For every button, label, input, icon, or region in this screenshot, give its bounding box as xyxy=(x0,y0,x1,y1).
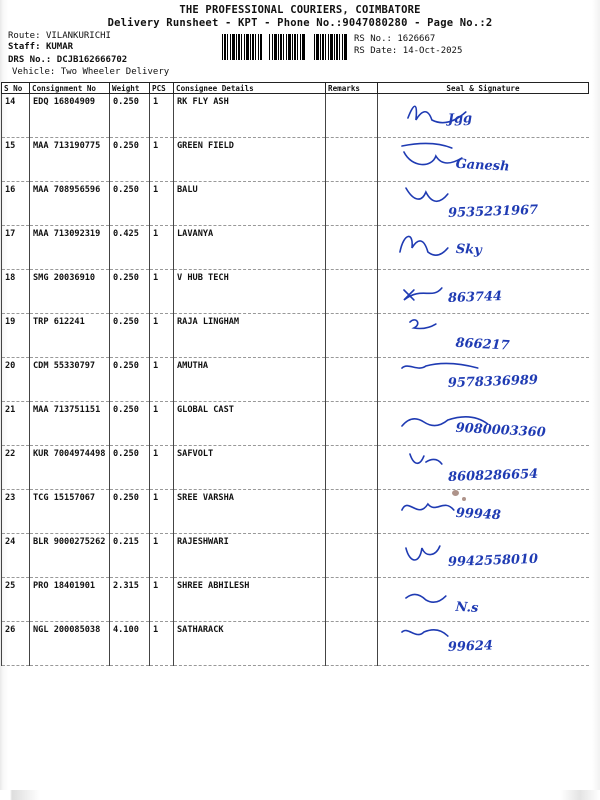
signature-text: 9942558010 xyxy=(447,551,539,571)
cell-weight: 0.250 xyxy=(110,446,150,490)
cell-weight: 4.100 xyxy=(110,622,150,666)
cell-pcs: 1 xyxy=(150,314,174,358)
cell-consignee: AMUTHA xyxy=(174,358,326,402)
ink-stain xyxy=(462,497,466,501)
cell-signature xyxy=(378,446,589,490)
col-header-weight: Weight xyxy=(110,83,150,94)
cell-remarks xyxy=(326,578,378,622)
cell-remarks xyxy=(326,138,378,182)
col-header-pcs: PCS xyxy=(150,83,174,94)
cell-weight: 2.315 xyxy=(110,578,150,622)
staff-value: KUMAR xyxy=(45,42,74,52)
cell-pcs: 1 xyxy=(150,446,174,490)
table-row xyxy=(2,270,589,314)
cell-signature xyxy=(378,622,589,666)
runsheet-subtitle: Delivery Runsheet - KPT - Phone No.:9047080280 - Page No.:2 xyxy=(107,17,493,29)
cell-consignment: NGL 200085038 xyxy=(30,622,110,666)
staff-line xyxy=(8,42,73,52)
rs-no-value: 1626667 xyxy=(397,34,436,44)
signature-stroke xyxy=(406,188,448,201)
cell-signature xyxy=(378,94,589,138)
signature-stroke xyxy=(402,504,454,510)
rs-date-value: 14-Oct-2025 xyxy=(402,46,463,56)
cell-sno: 22 xyxy=(2,446,30,490)
handwritten-signature xyxy=(378,270,589,310)
drs-line xyxy=(8,55,127,65)
route-line xyxy=(8,31,111,41)
table-body xyxy=(2,94,589,666)
cell-weight: 0.250 xyxy=(110,182,150,226)
cell-weight: 0.250 xyxy=(110,402,150,446)
signature-text: 9535231967 xyxy=(447,202,539,222)
handwritten-signature xyxy=(378,226,589,266)
signature-text: 9080003360 xyxy=(455,420,547,441)
cell-signature xyxy=(378,578,589,622)
vehicle-label: Vehicle: xyxy=(12,67,56,77)
cell-weight: 0.250 xyxy=(110,358,150,402)
cell-consignment: BLR 9000275262 xyxy=(30,534,110,578)
signature-stroke xyxy=(400,236,448,255)
cell-signature xyxy=(378,490,589,534)
cell-sno: 14 xyxy=(2,94,30,138)
signature-text: 866217 xyxy=(455,335,510,354)
cell-consignee: SHREE ABHILESH xyxy=(174,578,326,622)
col-header-signature: Seal & Signature xyxy=(378,83,589,94)
cell-weight: 0.425 xyxy=(110,226,150,270)
rs-date-line xyxy=(354,46,462,56)
signature-text: 9578336989 xyxy=(447,372,539,392)
table-header-row xyxy=(2,83,589,94)
vehicle-line xyxy=(12,67,169,77)
cell-consignment: EDQ 16804909 xyxy=(30,94,110,138)
cell-consignee: RAJESHWARI xyxy=(174,534,326,578)
cell-sno: 18 xyxy=(2,270,30,314)
cell-pcs: 1 xyxy=(150,534,174,578)
handwritten-signature xyxy=(378,182,589,222)
vehicle-value: Two Wheeler Delivery xyxy=(60,67,170,77)
cell-sno: 23 xyxy=(2,490,30,534)
cell-signature xyxy=(378,534,589,578)
cell-remarks xyxy=(326,402,378,446)
table-row xyxy=(2,138,589,182)
cell-pcs: 1 xyxy=(150,226,174,270)
company-title: THE PROFESSIONAL COURIERS, COIMBATORE xyxy=(179,4,421,16)
col-header-remarks: Remarks xyxy=(326,83,378,94)
handwritten-signature xyxy=(378,94,589,134)
cell-pcs: 1 xyxy=(150,358,174,402)
cell-consignment: TRP 612241 xyxy=(30,314,110,358)
signature-stroke xyxy=(410,320,436,329)
col-header-sno: S No xyxy=(2,83,30,94)
cell-signature xyxy=(378,138,589,182)
cell-consignee: RK FLY ASH xyxy=(174,94,326,138)
signature-stroke xyxy=(404,288,442,300)
table-row xyxy=(2,94,589,138)
col-header-consignee: Consignee Details xyxy=(174,83,326,94)
signature-stroke xyxy=(402,143,462,164)
cell-sno: 25 xyxy=(2,578,30,622)
cell-consignee: RAJA LINGHAM xyxy=(174,314,326,358)
cell-consignment: KUR 7004974498 xyxy=(30,446,110,490)
cell-signature xyxy=(378,182,589,226)
cell-consignment: MAA 708956596 xyxy=(30,182,110,226)
table-row xyxy=(2,578,589,622)
rs-no-label: RS No.: xyxy=(354,34,392,44)
cell-signature xyxy=(378,402,589,446)
handwritten-signature xyxy=(378,138,589,178)
cell-consignment: SMG 20036910 xyxy=(30,270,110,314)
handwritten-signature xyxy=(378,358,589,398)
cell-pcs: 1 xyxy=(150,490,174,534)
cell-weight: 0.250 xyxy=(110,270,150,314)
table-row xyxy=(2,622,589,666)
cell-remarks xyxy=(326,490,378,534)
signature-text: Sky xyxy=(455,241,483,259)
cell-pcs: 1 xyxy=(150,270,174,314)
cell-pcs: 1 xyxy=(150,578,174,622)
cell-consignee: GREEN FIELD xyxy=(174,138,326,182)
cell-consignment: TCG 15157067 xyxy=(30,490,110,534)
signature-text: 99948 xyxy=(455,505,502,524)
drs-label: DRS No.: xyxy=(8,55,52,65)
handwritten-signature xyxy=(378,490,589,530)
cell-consignment: CDM 55330797 xyxy=(30,358,110,402)
cell-consignee: LAVANYA xyxy=(174,226,326,270)
handwritten-signature xyxy=(378,314,589,354)
signature-stroke xyxy=(402,363,478,368)
barcode-gap xyxy=(262,34,268,60)
signature-stroke xyxy=(406,594,446,602)
signature-text: 99624 xyxy=(447,638,494,656)
table-row xyxy=(2,490,589,534)
signature-text: Jgg xyxy=(447,111,473,128)
cell-remarks xyxy=(326,182,378,226)
barcode xyxy=(222,34,348,60)
handwritten-signature xyxy=(378,578,589,618)
cell-pcs: 1 xyxy=(150,138,174,182)
signature-text: N.s xyxy=(455,599,479,616)
route-value: VILANKURICHI xyxy=(45,31,111,41)
cell-pcs: 1 xyxy=(150,182,174,226)
cell-sno: 20 xyxy=(2,358,30,402)
cell-consignee: GLOBAL CAST xyxy=(174,402,326,446)
ink-stain xyxy=(452,490,459,496)
cell-consignee: BALU xyxy=(174,182,326,226)
cell-remarks xyxy=(326,446,378,490)
cell-remarks xyxy=(326,358,378,402)
route-label: Route: xyxy=(8,31,41,41)
table-row xyxy=(2,402,589,446)
cell-signature xyxy=(378,314,589,358)
table-row xyxy=(2,446,589,490)
staff-label: Staff: xyxy=(8,42,41,52)
cell-signature xyxy=(378,358,589,402)
cell-weight: 0.250 xyxy=(110,94,150,138)
cell-pcs: 1 xyxy=(150,622,174,666)
signature-text: 8608286654 xyxy=(447,466,539,486)
cell-sno: 21 xyxy=(2,402,30,446)
signature-stroke xyxy=(410,454,442,464)
cell-consignment: MAA 713190775 xyxy=(30,138,110,182)
cell-weight: 0.250 xyxy=(110,138,150,182)
cell-remarks xyxy=(326,226,378,270)
handwritten-signature xyxy=(378,402,589,442)
table-row xyxy=(2,358,589,402)
cell-remarks xyxy=(326,314,378,358)
cell-sno: 15 xyxy=(2,138,30,182)
handwritten-signature xyxy=(378,534,589,574)
signature-text: Ganesh xyxy=(455,156,510,175)
scan-edge xyxy=(0,790,600,800)
table-row xyxy=(2,314,589,358)
signature-text: 863744 xyxy=(447,289,503,307)
cell-weight: 0.215 xyxy=(110,534,150,578)
handwritten-signature xyxy=(378,622,589,662)
table-row xyxy=(2,226,589,270)
rs-date-label: RS Date: xyxy=(354,46,398,56)
handwritten-signature xyxy=(378,446,589,486)
signature-stroke xyxy=(406,546,440,560)
table-row xyxy=(2,534,589,578)
barcode-gap xyxy=(306,34,312,60)
rs-no-line xyxy=(354,34,435,44)
runsheet-table xyxy=(1,82,589,666)
cell-remarks xyxy=(326,622,378,666)
cell-consignee: V HUB TECH xyxy=(174,270,326,314)
cell-remarks xyxy=(326,94,378,138)
cell-consignment: MAA 713751151 xyxy=(30,402,110,446)
cell-weight: 0.250 xyxy=(110,314,150,358)
cell-consignee: SREE VARSHA xyxy=(174,490,326,534)
cell-remarks xyxy=(326,534,378,578)
cell-sno: 16 xyxy=(2,182,30,226)
cell-consignee: SATHARACK xyxy=(174,622,326,666)
cell-sno: 26 xyxy=(2,622,30,666)
cell-sno: 17 xyxy=(2,226,30,270)
cell-weight: 0.250 xyxy=(110,490,150,534)
cell-signature xyxy=(378,270,589,314)
cell-consignee: SAFVOLT xyxy=(174,446,326,490)
table-row xyxy=(2,182,589,226)
cell-sno: 19 xyxy=(2,314,30,358)
cell-sno: 24 xyxy=(2,534,30,578)
col-header-consignment: Consignment No xyxy=(30,83,110,94)
cell-remarks xyxy=(326,270,378,314)
cell-signature xyxy=(378,226,589,270)
cell-pcs: 1 xyxy=(150,402,174,446)
cell-pcs: 1 xyxy=(150,94,174,138)
cell-consignment: PRO 18401901 xyxy=(30,578,110,622)
drs-value: DCJB162666702 xyxy=(56,55,128,65)
cell-consignment: MAA 713092319 xyxy=(30,226,110,270)
signature-stroke xyxy=(402,630,448,636)
